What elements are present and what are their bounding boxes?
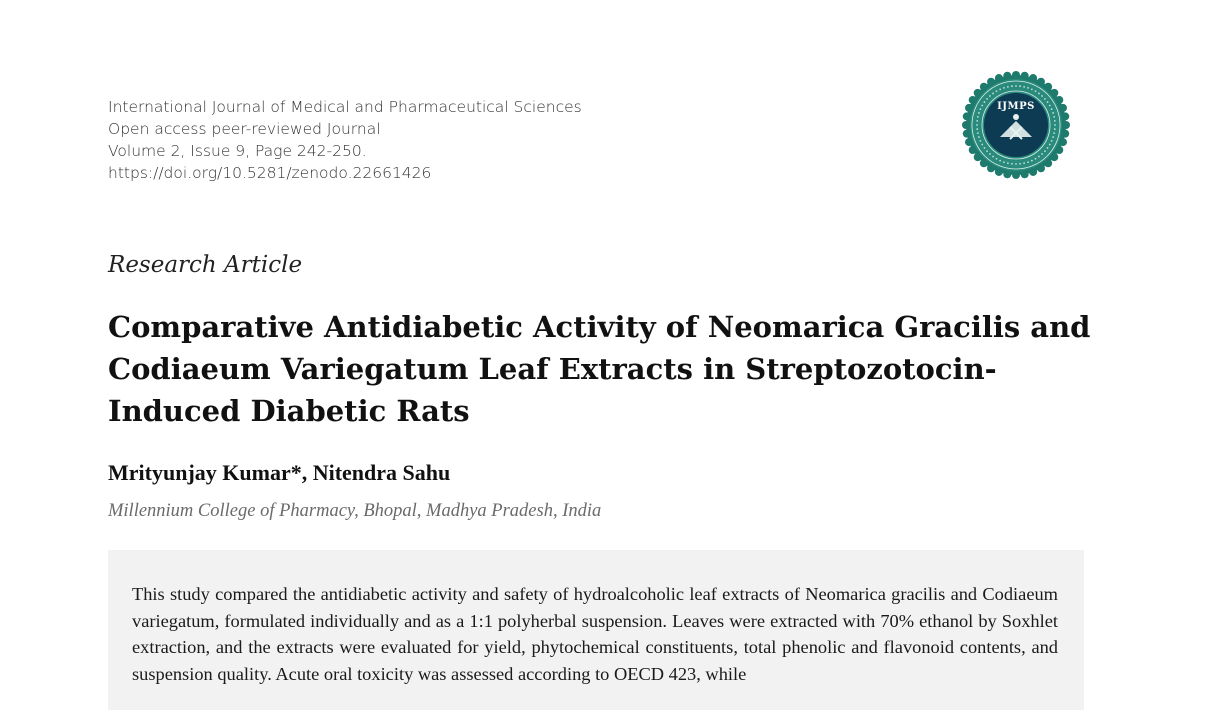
journal-seal-icon	[961, 70, 1071, 180]
abstract-text: This study compared the antidiabetic activity and safety of hydroalcoholic leaf extracts of Neomarica gracilis and Codiaeum variegatum, formulated individually and as a 1:1 polyherbal suspension. Leaves were extracted with 70% ethanol by Soxhlet extraction, and the extracts were evaluated for yield, phytochemical constituents, total phenolic and flavonoid contents, and suspension quality. Acute oral toxicity was assessed according to OECD 423, while	[132, 584, 1058, 684]
journal-name: International Journal of Medical and Pharmaceutical Sciences	[108, 98, 582, 116]
article-affiliation: Millennium College of Pharmacy, Bhopal, Madhya Pradesh, India	[108, 501, 602, 521]
article-authors: Mrityunjay Kumar*, Nitendra Sahu	[108, 460, 451, 485]
journal-access: Open access peer-reviewed Journal	[108, 120, 381, 138]
article-type: Research Article	[108, 252, 303, 278]
article-title: Comparative Antidiabetic Activity of Neomarica Gracilis and Codiaeum Variegatum Leaf Extracts in Streptozotocin-Induced Diabetic Rats	[108, 310, 1091, 428]
abstract-box	[108, 550, 1084, 710]
journal-doi-link[interactable]: https://doi.org/10.5281/zenodo.22661426	[108, 164, 432, 182]
journal-volume: Volume 2, Issue 9, Page 242-250.	[108, 142, 367, 160]
journal-info	[108, 96, 582, 184]
journal-logo	[961, 70, 1071, 180]
journal-logo-label: IJMPS	[997, 101, 1035, 112]
